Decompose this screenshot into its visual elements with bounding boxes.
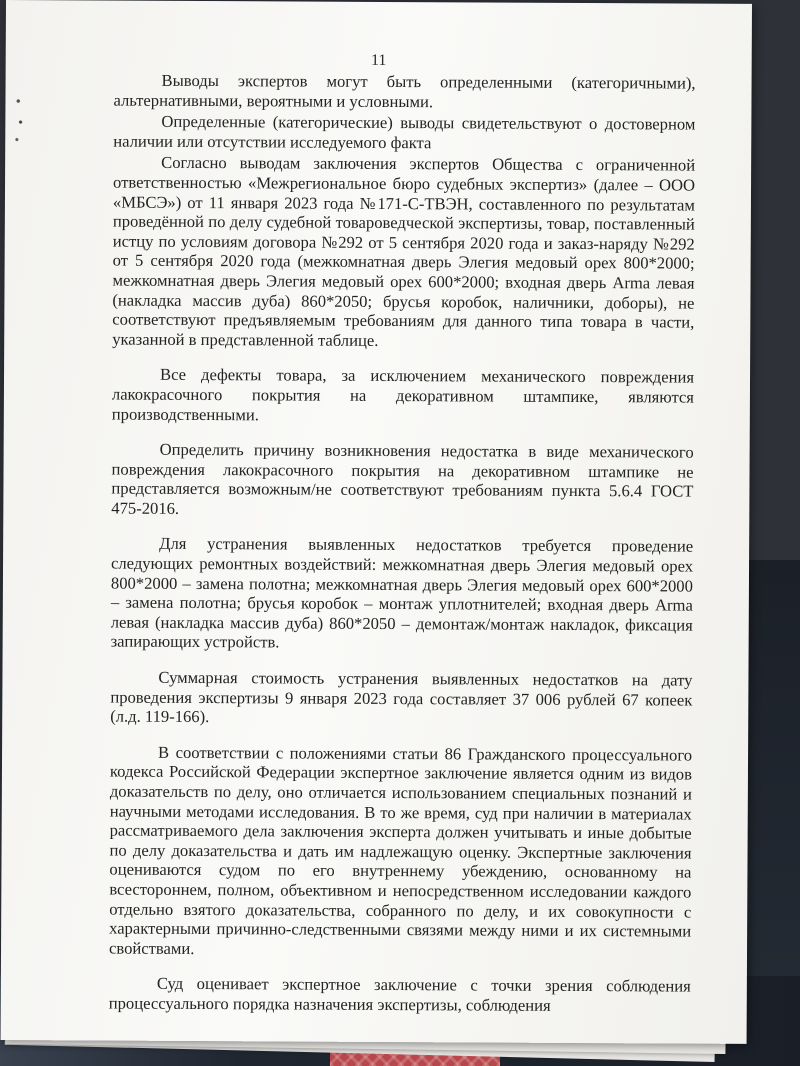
paragraph-3: Согласно выводам заключения экспертов Общества с ограниченной ответственностью «Межрегиональное бюро судебных экспертиз» (далее – ООО «МБСЭ») от 11 января 2023 года №171-С-ТВЭН, составленного по результатам проведённой по делу судебной товароведческой экспертизы, товар, поставленный истцу по условиям договора №292 от 5 сентября 2020 года и заказ-наряду №292 от 5 сентября 2020 года (межкомнатная дверь Элегия медовый орех 800*2000; межкомнатная дверь Элегия медовый орех 600*2000; входная дверь Arma левая (накладка массив дуба) 860*2050; брусья коробок, наличники, доборы), не соответствуют предъявляемым требованиям для данного типа товара в части, указанной в представленной таблице.: [112, 153, 696, 350]
page-number: 11: [370, 51, 387, 69]
paragraph-9: Суд оценивает экспертное заключение с точки зрения соблюдения процессуального порядка назначения экспертизы, соблюдения: [108, 974, 691, 1015]
paragraph-8: В соответствии с положениями статьи 86 Гражданского процессуального кодекса Российской Федерации экспертное заключение является одним из видов доказательств по делу, оно отличается использованием специальных познаний и научными методами исследования. В то же время, суд при наличии в материалах рассматриваемого дела заключения эксперта должен учитывать и иные добытые по делу доказательства и дать им надлежащую оценку. Экспертные заключения оцениваются судом по его внутреннему убеждению, основанному на всестороннем, полном, объективном и непосредственном исследовании каждого отдельно взятого доказательства, собранного по делу, и их совокупности с характерными причинно-следственными связями между ними и их системными свойствами.: [108, 742, 693, 958]
paragraph-6: Для устранения выявленных недостатков требуется проведение следующих ремонтных воздействий: межкомнатная дверь Элегия медовый орех 800*2000 – замена полотна; межкомнатная дверь Элегия медовый орех 600*2000 – замена полотна; брусья коробок – монтаж уплотнителей; входная дверь Arma левая (накладка массив дуба) 860*2050 – демонтаж/монтаж накладок, фиксация запирающих устройств.: [110, 534, 694, 652]
document-page: [1, 0, 752, 1044]
paragraph-4: Все дефекты товара, за исключением механического повреждения лакокрасочного покрытия на декоративном штампике, являются производственными.: [111, 365, 695, 424]
ink-marks: [13, 80, 25, 150]
paragraph-7: Суммарная стоимость устранения выявленных недостатков на дату проведения экспертизы 9 января 2023 года составляет 37 006 рублей 67 копеек (л.д. 119-166).: [110, 667, 693, 727]
document-text: [109, 71, 696, 1017]
paragraph-5: Определить причину возникновения недостатка в виде механического повреждения лакокрасочного покрытия на декоративном штампике не представляется возможным/не соответствуют требованиям пункта 5.6.4 ГОСТ 475-2016.: [111, 439, 694, 518]
paragraph-2: Определенные (категорические) выводы свидетельствуют о достоверном наличии или отсутствии исследуемого факта: [113, 112, 696, 153]
paragraph-1: Выводы экспертов могут быть определенными (категоричными), альтернативными, вероятными и условными.: [113, 70, 696, 111]
